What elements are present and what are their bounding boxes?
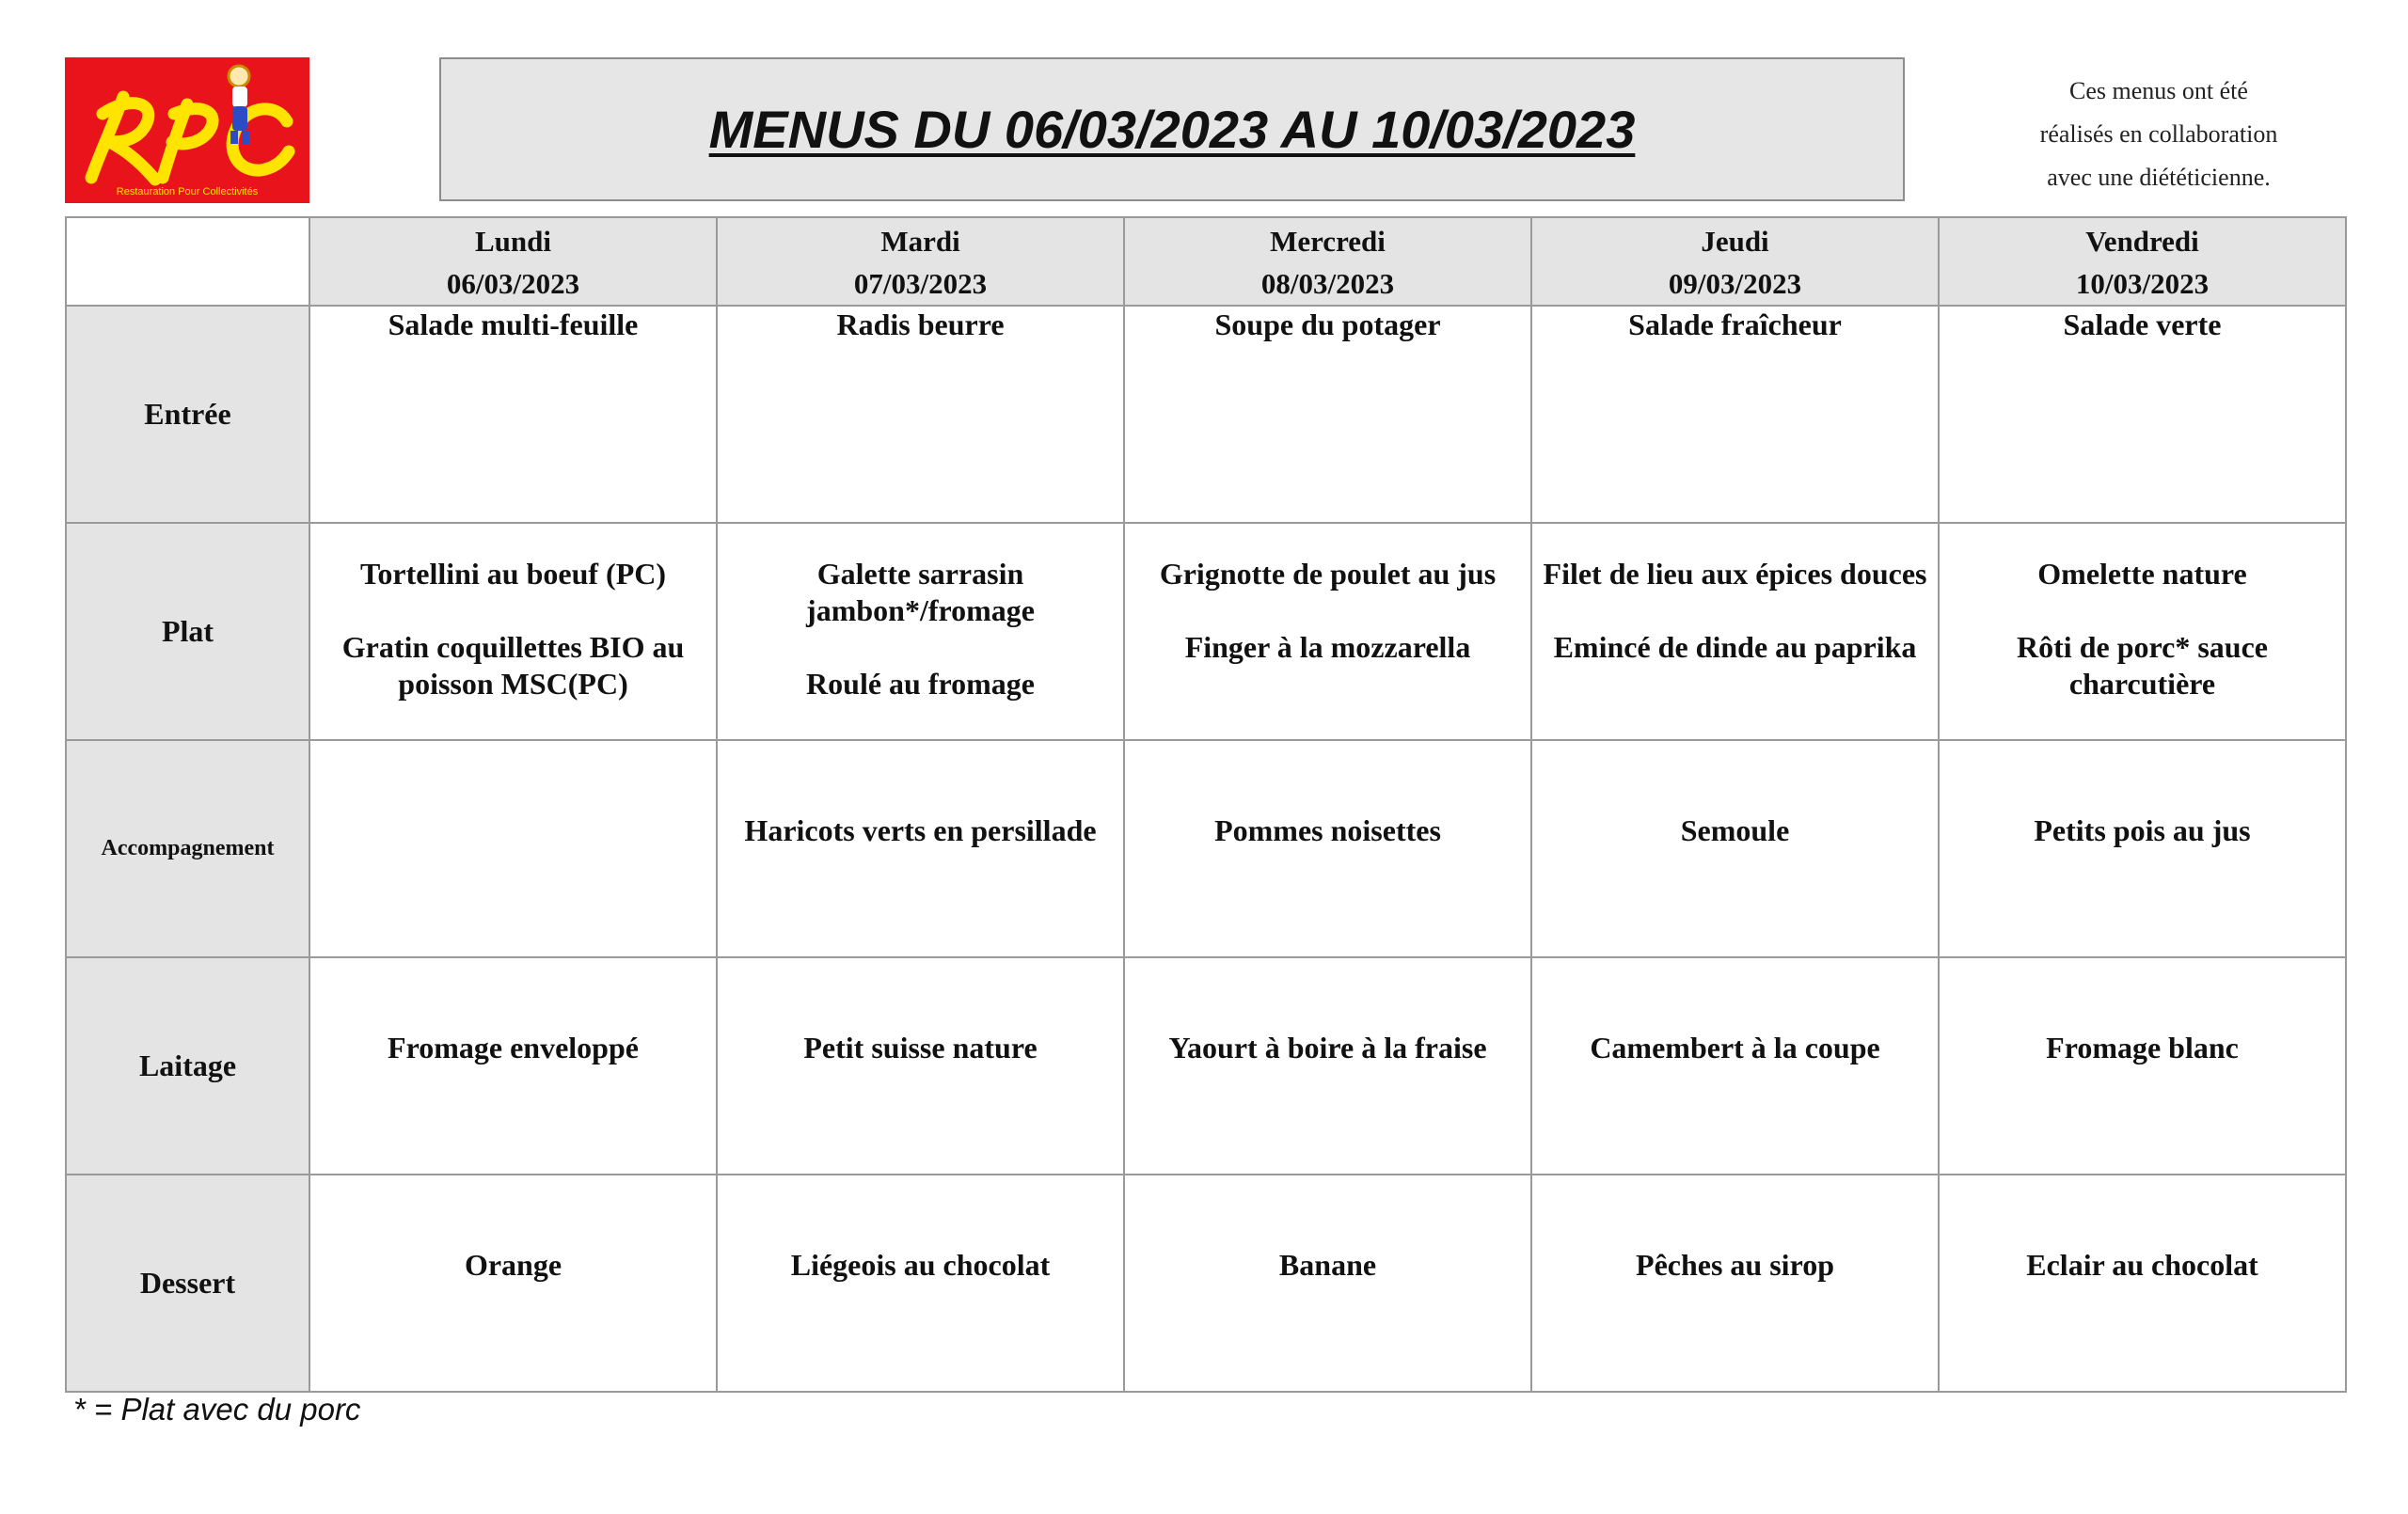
- table-row-accompagnement: [66, 740, 2346, 957]
- menu-cell: Filet de lieu aux épices douces Emincé de dinde au paprika: [1531, 523, 1939, 740]
- row-label: Plat: [66, 523, 309, 740]
- menu-cell: Salade multi-feuille: [309, 306, 717, 523]
- logo-subtitle: Restauration Pour Collectivités: [116, 186, 259, 197]
- dietitian-note: [1956, 70, 2361, 199]
- menu-cell: Soupe du potager: [1124, 306, 1531, 523]
- menu-cell: Pêches au sirop: [1531, 1175, 1939, 1392]
- menu-cell: Fromage enveloppé: [309, 957, 717, 1175]
- table-row-dessert: [66, 1175, 2346, 1392]
- menu-cell: Salade fraîcheur: [1531, 306, 1939, 523]
- menu-cell: Banane: [1124, 1175, 1531, 1392]
- menu-cell: Salade verte: [1939, 306, 2346, 523]
- menu-cell: Orange: [309, 1175, 717, 1392]
- rpc-logo: [65, 57, 309, 203]
- menu-cell: Fromage blanc: [1939, 957, 2346, 1175]
- table-row-plat: [66, 523, 2346, 740]
- menu-cell: Semoule: [1531, 740, 1939, 957]
- menu-cell: Grignotte de poulet au jus Finger à la mozzarella: [1124, 523, 1531, 740]
- row-label: Laitage: [66, 957, 309, 1175]
- table-row-entree: [66, 306, 2346, 523]
- day-header: Jeudi 09/03/2023: [1531, 217, 1939, 306]
- row-label: Dessert: [66, 1175, 309, 1392]
- day-header: Lundi 06/03/2023: [309, 217, 717, 306]
- note-line: réalisés en collaboration: [2039, 120, 2278, 148]
- day-header: Mercredi 08/03/2023: [1124, 217, 1531, 306]
- menu-cell: Eclair au chocolat: [1939, 1175, 2346, 1392]
- day-header: Mardi 07/03/2023: [717, 217, 1124, 306]
- menu-cell: Liégeois au chocolat: [717, 1175, 1124, 1392]
- menu-cell: Galette sarrasin jambon*/fromage Roulé au fromage: [717, 523, 1124, 740]
- corner-cell: [66, 217, 309, 306]
- menu-cell: Radis beurre: [717, 306, 1124, 523]
- table-row-laitage: [66, 957, 2346, 1175]
- page-title: MENUS DU 06/03/2023 AU 10/03/2023: [708, 100, 1636, 159]
- day-header: Vendredi 10/03/2023: [1939, 217, 2346, 306]
- day-header-row: [66, 217, 2346, 306]
- menu-cell: Petit suisse nature: [717, 957, 1124, 1175]
- note-line: Ces menus ont été: [2069, 77, 2248, 104]
- menu-cell: [309, 740, 717, 957]
- menu-cell: Tortellini au boeuf (PC) Gratin coquillettes BIO au poisson MSC(PC): [309, 523, 717, 740]
- menu-cell: Omelette nature Rôti de porc* sauce charcutière: [1939, 523, 2346, 740]
- menu-cell: Yaourt à boire à la fraise: [1124, 957, 1531, 1175]
- menu-cell: Haricots verts en persillade: [717, 740, 1124, 957]
- pork-footnote: * = Plat avec du porc: [73, 1392, 361, 1427]
- row-label: Accompagnement: [66, 740, 309, 957]
- rpc-logo-graphic: [65, 57, 309, 203]
- menu-cell: Camembert à la coupe: [1531, 957, 1939, 1175]
- row-label: Entrée: [66, 306, 309, 523]
- menu-table: [65, 216, 2347, 1393]
- title-box: [439, 57, 1905, 201]
- note-line: avec une diététicienne.: [2047, 164, 2271, 191]
- menu-cell: Pommes noisettes: [1124, 740, 1531, 957]
- menu-cell: Petits pois au jus: [1939, 740, 2346, 957]
